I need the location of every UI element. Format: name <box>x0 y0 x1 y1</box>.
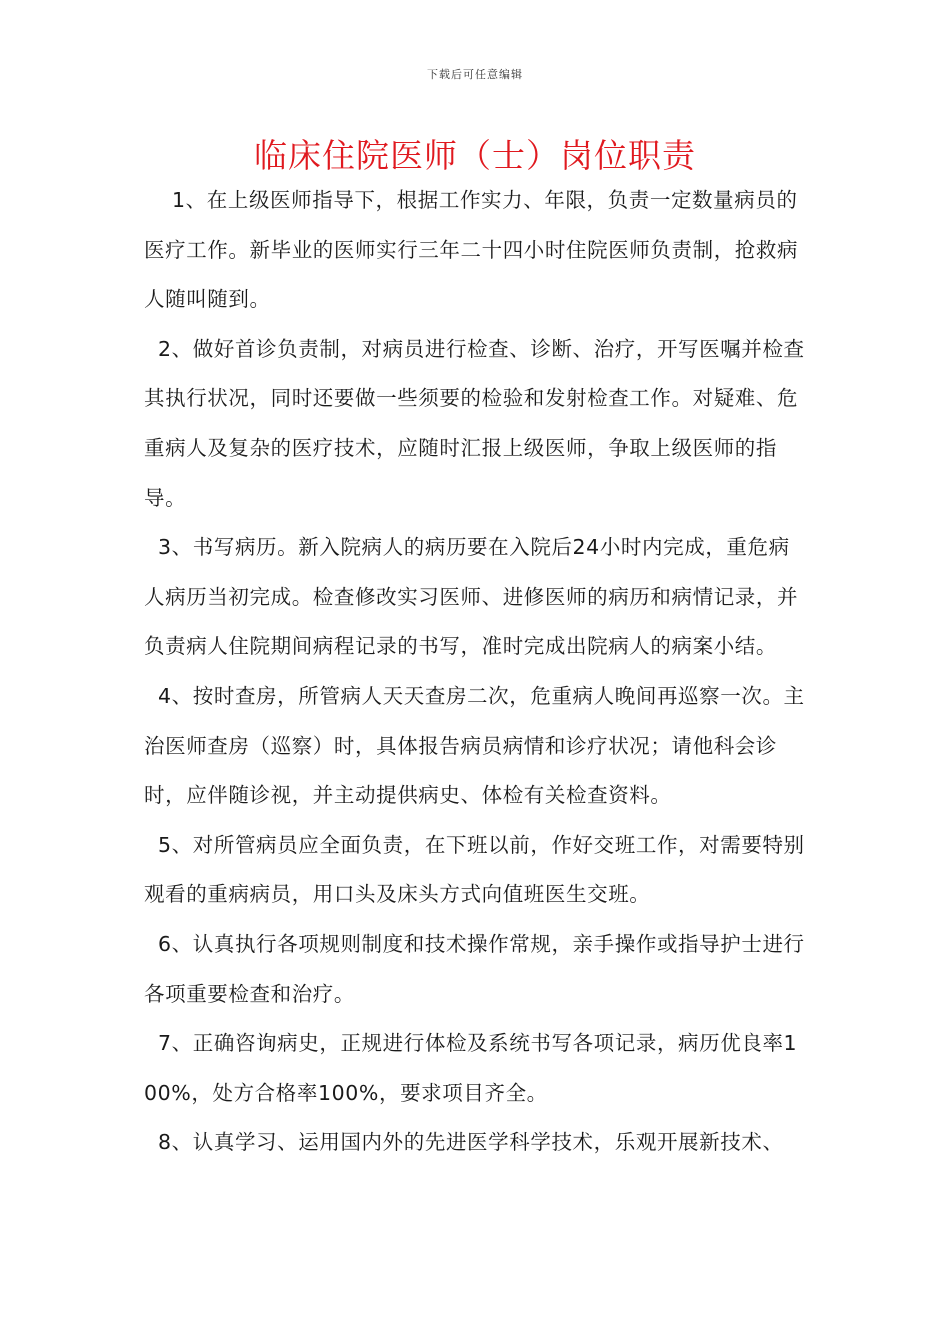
paragraph-6: 6、认真执行各项规则制度和技术操作常规，亲手操作或指导护士进行各项重要检查和治疗。 <box>144 931 805 1006</box>
paragraph-4: 4、按时查房，所管病人天天查房二次，危重病人晚间再巡察一次。主治医师查房（巡察）时，具体报告病员病情和诊疗状况；请他科会诊时，应伴随诊视，并主动提供病史、体检有关检查资料。 <box>144 683 805 808</box>
paragraph-2: 2、做好首诊负责制，对病员进行检查、诊断、治疗，开写医嘱并检查其执行状况，同时还要做一些须要的检验和发射检查工作。对疑难、危重病人及复杂的医疗技术，应随时汇报上级医师，争取上级医师的指导。 <box>144 336 805 510</box>
paragraph-7: 7、正确咨询病史，正规进行体检及系统书写各项记录，病历优良率100%，处方合格率100%，要求项目齐全。 <box>144 1031 798 1105</box>
paragraph-5: 5、对所管病员应全面负责，在下班以前，作好交班工作，对需要特别观看的重病病员，用口头及床头方式向值班医生交班。 <box>144 832 805 907</box>
header-note: 下载后可任意编辑 <box>427 68 523 81</box>
document-body <box>144 176 810 1168</box>
document-title: 临床住院医师（士）岗位职责 <box>254 136 696 175</box>
paragraph-3: 3、书写病历。新入院病人的病历要在入院后24小时内完成，重危病人病历当初完成。检查修改实习医师、进修医师的病历和病情记录，并负责病人住院期间病程记录的书写，准时完成出院病人的病案小结。 <box>144 535 799 659</box>
paragraph-1: 1、在上级医师指导下，根据工作实力、年限，负责一定数量病员的医疗工作。新毕业的医师实行三年二十四小时住院医师负责制，抢救病人随叫随到。 <box>144 188 799 312</box>
paragraph-8: 8、认真学习、运用国内外的先进医学科学技术，乐观开展新技术、 <box>158 1130 784 1155</box>
